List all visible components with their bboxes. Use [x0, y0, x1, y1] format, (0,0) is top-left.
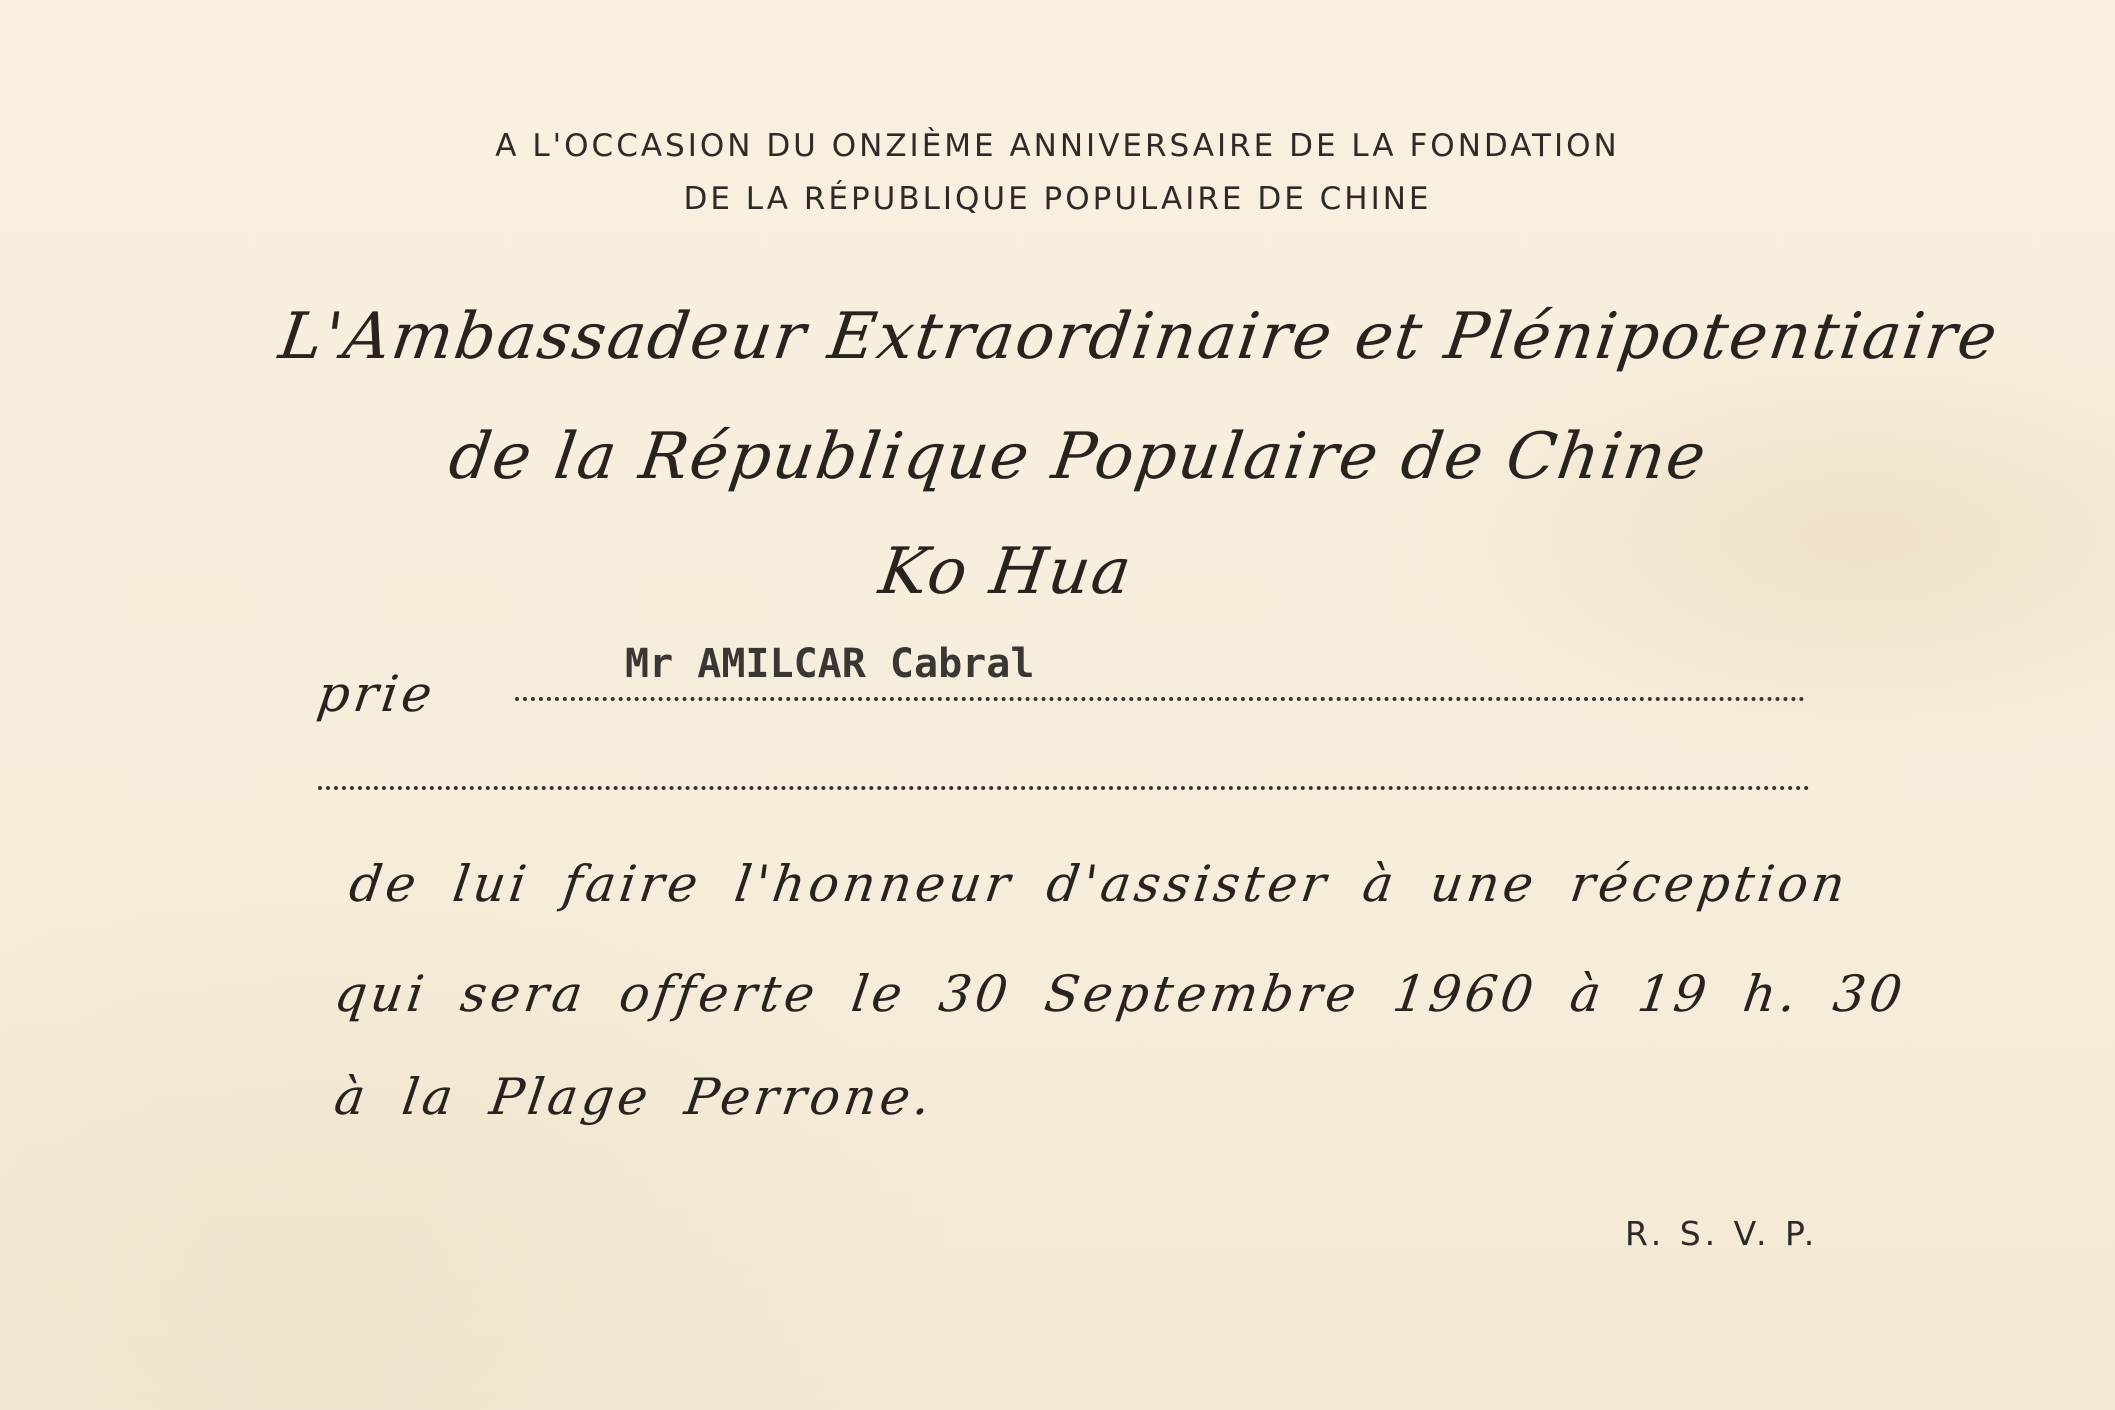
host-title-line-2: de la République Populaire de Chine: [444, 420, 1712, 494]
header-line-2: DE LA RÉPUBLIQUE POPULAIRE DE CHINE: [683, 181, 1432, 217]
second-dotted-line: [318, 786, 1810, 790]
host-name: Ko Hua: [874, 535, 1138, 609]
prie-label: prie: [313, 665, 440, 723]
body-line-2: qui sera offerte le 30 Septembre 1960 à 19 h. 30: [330, 965, 1910, 1023]
header-line-1: A L'OCCASION DU ONZIÈME ANNIVERSAIRE DE LA FONDATION: [495, 128, 1620, 164]
body-line-3: à la Plage Perrone.: [330, 1068, 938, 1126]
host-title-line-1: L'Ambassadeur Extraordinaire et Plénipotentiaire: [274, 300, 2004, 374]
rsvp: R. S. V. P.: [1625, 1214, 1819, 1253]
body-line-1: de lui faire l'honneur d'assister à une réception: [345, 855, 1853, 913]
guest-name: Mr AMILCAR Cabral: [625, 641, 1035, 687]
guest-name-dotted-line: [515, 697, 1805, 701]
